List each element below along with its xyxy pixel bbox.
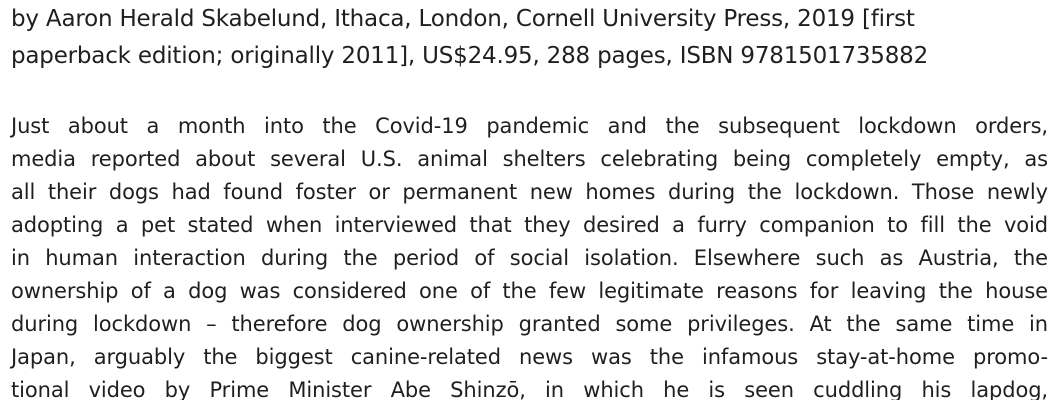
body-line-5: in human interaction during the period of social isolation. Elsewhere such as Austria, the	[11, 246, 1048, 270]
body-line-3: all their dogs had found foster or permanent new homes during the lockdown. Those newly	[11, 180, 1048, 204]
body-line-4: adopting a pet stated when interviewed that they desired a furry companion to fill the void	[11, 213, 1048, 237]
body-line-9: tional video by Prime Minister Abe Shinzō, in which he is seen cuddling his lapdog,	[11, 378, 1048, 400]
body-line-2: media reported about several U.S. animal shelters celebrating being completely empty, as	[11, 147, 1048, 171]
body-line-7: during lockdown – therefore dog ownership granted some privileges. At the same time in	[11, 312, 1048, 336]
citation-line-2: paperback edition; originally 2011], US$24.95, 288 pages, ISBN 9781501735882	[11, 43, 929, 69]
body-line-8: Japan, arguably the biggest canine-related news was the infamous stay-at-home promo-	[11, 345, 1048, 369]
body-line-1: Just about a month into the Covid-19 pandemic and the subsequent lockdown orders,	[11, 114, 1048, 138]
body-line-6: ownership of a dog was considered one of the few legitimate reasons for leaving the house	[11, 279, 1048, 303]
citation-line-1: by Aaron Herald Skabelund, Ithaca, London, Cornell University Press, 2019 [first	[11, 6, 915, 32]
